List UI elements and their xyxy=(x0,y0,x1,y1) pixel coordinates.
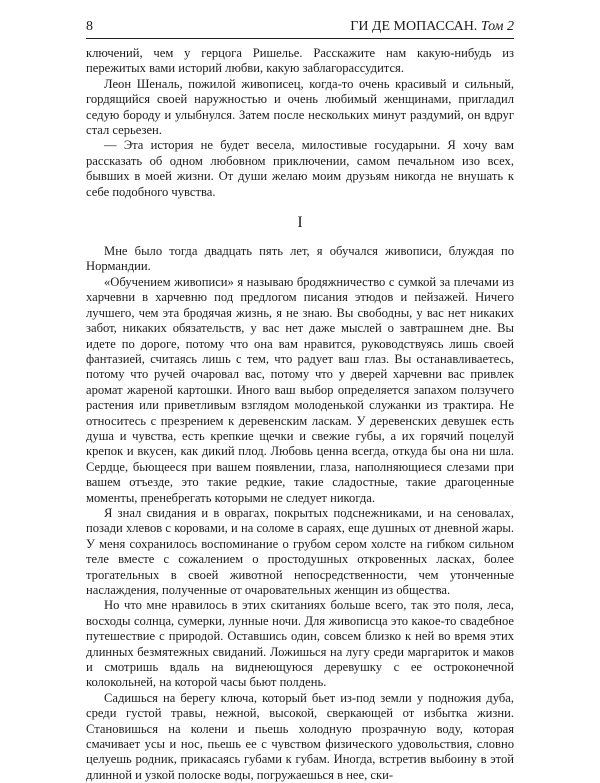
paragraph: ключений, чем у герцога Ришелье. Расскажите нам какую-нибудь из пережитых вами историй любви, какую заблагорассудится. xyxy=(86,46,514,76)
author-name: ГИ ДЕ МОПАССАН. xyxy=(350,19,478,34)
volume-label: Том 2 xyxy=(480,19,514,34)
paragraph: Леон Шеналь, пожилой живописец, когда-то очень красивый и сильный, гордящийся своей наружностью и очень любимый женщинами, пригладил седую бороду и улыбнулся. Затем после нескольких минут раздумий, он вдруг стал серьезен. xyxy=(86,76,514,138)
paragraph: — Эта история не будет весела, милостивые государыни. Я хочу вам рассказать об одном любовном приключении, самом печальном изо всех, бывших в моей жизни. От души желаю моим друзьям никогда не внушать к себе подобного чувства. xyxy=(86,138,514,199)
paragraph: Мне было тогда двадцать пять лет, я обучался живописи, блуждая по Нормандии. xyxy=(86,244,514,274)
chapter-heading: I xyxy=(297,214,303,232)
paragraph: «Обучением живописи» я называю бродяжничество с сумкой за плечами из харчевни в харчевню под предлогом писания этюдов и пейзажей. Ничего лучшего, чем эта бродячая жизнь, я не знаю. Вы свободны, у вас нет никаких забот, никаких обязательств, у вас нет даже мыслей о завтрашнем дне. Вы идете по дороге, потому что она вам нравится, руководствуясь лишь своей фантазией, считаясь лишь с тем, что радует ваш глаз. Вы останавливаетесь, потому что ручей очаровал вас, потому что у дверей харчевни вас привлек аромат жареной картошки. Иного ваш выбор определяется запахом ползучего растения или приветливым взглядом молоденькой служанки из трактира. Не относитесь с презрением к деревенским ласкам. У деревенских девушек есть душа и чувства, есть крепкие щечки и свежие губы, а их горячий поцелуй крепок и вкусен, как дикий плод. Любовь ценна всегда, откуда бы она ни шла. Сердце, бьющееся при вашем появлении, глаза, наполняющиеся слезами при вашем отъезде, это такие редкие, такие сладостные, такие драгоценные моменты, пренебрегать которыми не следует никогда. xyxy=(86,274,514,505)
paragraph: Я знал свидания и в оврагах, покрытых подснежниками, и на сеновалах, позади хлевов с коровами, и на соломе в сараях, еще душных от дневной жары. У меня сохранилось воспоминание о грубом сером холсте на гибком сильном теле вместе с сожалением о простодушных откровенных ласках, более трогательных в своей животной непосредственности, чем утонченные наслаждения, полученные от очаровательных женщин из общества. xyxy=(86,505,514,597)
running-header xyxy=(86,14,514,39)
paragraph: Садишься на берегу ключа, который бьет из-под земли у подножия дуба, среди густой травы, нежной, высокой, сверкающей от избытка жизни. Становишься на колени и пьешь холодную прозрачную воду, которая смачивает усы и нос, пьешь ее с чувством физического удовольствия, словно целуешь родник, прикасаясь губами к губам. Иногда, встретив выбоину в этой длинной и узкой полоске воды, погружаешься в нее, ски- xyxy=(86,690,514,782)
paragraph: Но что мне нравилось в этих скитаниях больше всего, так это поля, леса, восходы солнца, сумерки, лунные ночи. Для живописца это какое-то свадебное путешествие с природой. Оставшись один, совсем близко к ней во время этих длинных безмятежных свиданий. Ложишься на лугу среди маргариток и маков и смотришь вдаль на виднеющуюся деревушку с ее остроконечной колокольней, на которой часы бьют полдень. xyxy=(86,598,514,690)
text-body xyxy=(86,46,514,783)
running-title xyxy=(350,18,514,36)
page-number: 8 xyxy=(86,19,93,34)
